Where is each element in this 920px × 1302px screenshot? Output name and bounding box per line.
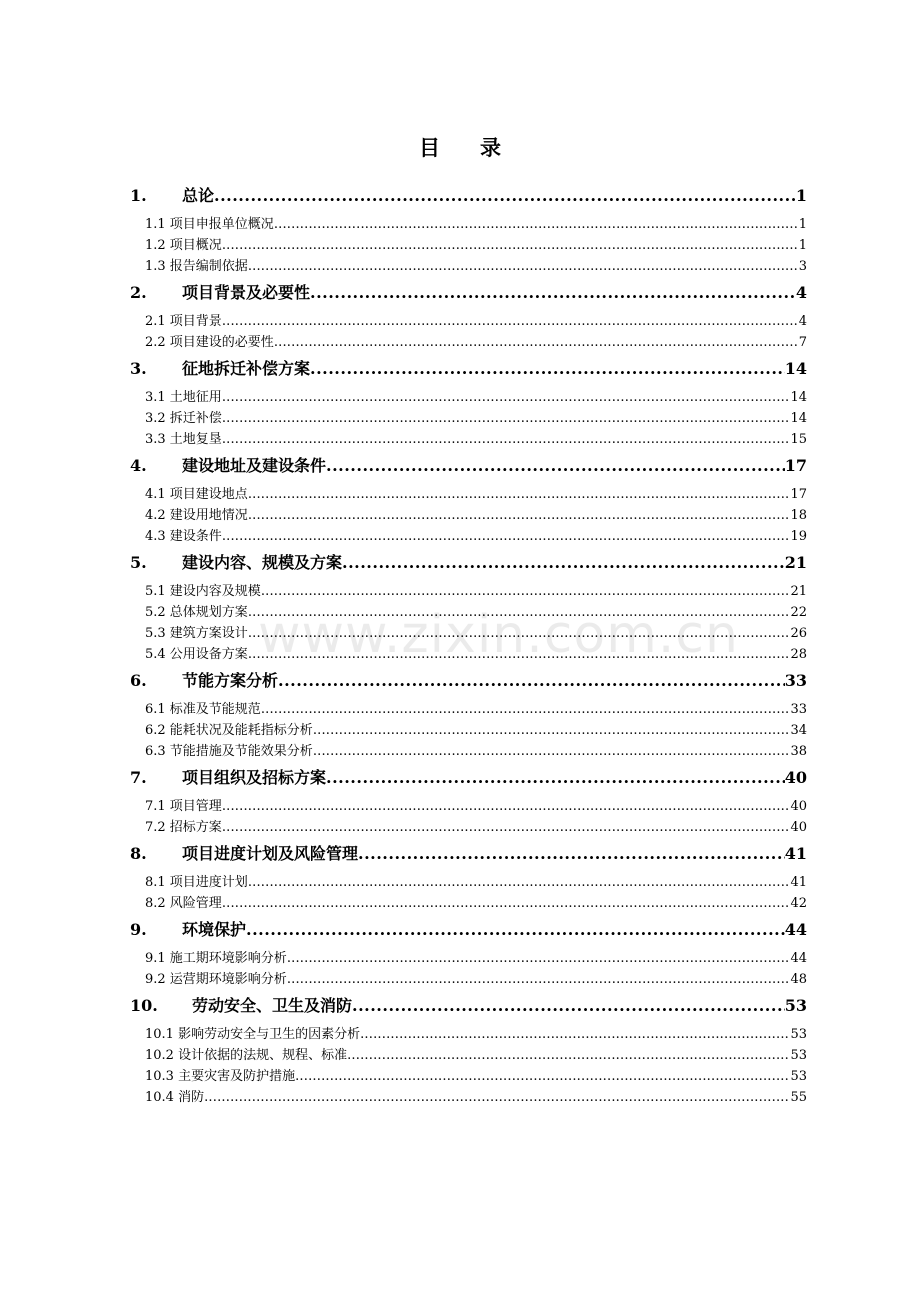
- toc-chapter-title: 节能方案分析: [182, 671, 279, 690]
- toc-chapter-page: 41: [784, 844, 807, 863]
- toc-section-label: 3.3 土地复垦: [145, 432, 222, 447]
- toc-chapter-entry[interactable]: [130, 183, 807, 209]
- toc-section-entry[interactable]: [130, 602, 807, 623]
- toc-leader-dots: [214, 183, 796, 209]
- toc-chapter-page: 21: [784, 553, 807, 572]
- toc-chapter-number: 9.: [130, 920, 147, 939]
- toc-section-page: 33: [790, 702, 807, 717]
- toc-section-page: 42: [790, 896, 807, 911]
- toc-section-entry[interactable]: [130, 332, 807, 353]
- toc-section-entry[interactable]: [130, 1024, 807, 1045]
- toc-chapter-label: [130, 841, 358, 867]
- toc-section-page: 53: [790, 1069, 807, 1084]
- toc-section-page: 55: [790, 1090, 807, 1105]
- toc-leader-dots: [313, 741, 791, 762]
- toc-chapter-number: 5.: [130, 553, 147, 572]
- toc-section-entry[interactable]: [130, 1066, 807, 1087]
- toc-leader-dots: [360, 1024, 790, 1045]
- toc-chapter-entry[interactable]: [130, 917, 807, 943]
- toc-section-label: 10.3 主要灾害及防护措施: [145, 1069, 296, 1084]
- toc-leader-dots: [222, 526, 791, 547]
- toc-chapter-title: 建设地址及建设条件: [182, 456, 327, 475]
- toc-chapter-entry[interactable]: [130, 765, 807, 791]
- toc-leader-dots: [295, 1066, 790, 1087]
- toc-leader-dots: [326, 765, 785, 791]
- toc-section-entry[interactable]: [130, 429, 807, 450]
- toc-section-label: 7.1 项目管理: [145, 799, 222, 814]
- toc-chapter-label: [130, 356, 310, 382]
- toc-chapter-page: 44: [784, 920, 807, 939]
- toc-section-page: 15: [790, 432, 807, 447]
- toc-section-page: 44: [790, 951, 807, 966]
- toc-section-page: 22: [790, 605, 807, 620]
- toc-leader-dots: [222, 387, 791, 408]
- toc-chapter-entry[interactable]: [130, 356, 807, 382]
- toc-leader-dots: [248, 256, 799, 277]
- toc-section-page: 17: [790, 487, 807, 502]
- toc-section-page: 38: [790, 744, 807, 759]
- toc-leader-dots: [342, 550, 785, 576]
- toc-chapter-title: 总论: [182, 186, 215, 205]
- toc-chapter-page: 40: [784, 768, 807, 787]
- toc-chapter-number: 1.: [130, 186, 147, 205]
- toc-section-label: 3.1 土地征用: [145, 390, 222, 405]
- toc-section-page: 26: [790, 626, 807, 641]
- toc-chapter-page: 33: [784, 671, 807, 690]
- toc-chapter-label: [130, 183, 214, 209]
- toc-leader-dots: [222, 429, 791, 450]
- toc-section-entry[interactable]: [130, 235, 807, 256]
- toc-leader-dots: [248, 644, 791, 665]
- toc-chapter-label: [130, 765, 326, 791]
- toc-chapter-page: 17: [784, 456, 807, 475]
- table-of-contents: [130, 180, 807, 1108]
- toc-section-entry[interactable]: [130, 1087, 807, 1108]
- toc-leader-dots: [358, 841, 785, 867]
- toc-section-entry[interactable]: [130, 796, 807, 817]
- toc-section-entry[interactable]: [130, 214, 807, 235]
- toc-section-entry[interactable]: [130, 526, 807, 547]
- toc-chapter-label: [130, 280, 310, 306]
- toc-leader-dots: [248, 602, 791, 623]
- toc-leader-dots: [274, 214, 799, 235]
- toc-section-entry[interactable]: [130, 1045, 807, 1066]
- toc-section-page: 18: [790, 508, 807, 523]
- toc-section-page: 40: [790, 799, 807, 814]
- toc-section-label: 10.2 设计依据的法规、规程、标准: [145, 1048, 348, 1063]
- toc-chapter-title: 劳动安全、卫生及消防: [192, 996, 353, 1015]
- toc-section-label: 2.2 项目建设的必要性: [145, 335, 274, 350]
- toc-section-entry[interactable]: [130, 505, 807, 526]
- toc-chapter-entry[interactable]: [130, 453, 807, 479]
- toc-section-entry[interactable]: [130, 623, 807, 644]
- toc-chapter-title: 建设内容、规模及方案: [182, 553, 343, 572]
- toc-section-entry[interactable]: [130, 817, 807, 838]
- toc-leader-dots: [310, 280, 796, 306]
- toc-leader-dots: [248, 484, 791, 505]
- toc-section-label: 5.1 建设内容及规模: [145, 584, 261, 599]
- toc-leader-dots: [352, 993, 785, 1019]
- toc-section-entry[interactable]: [130, 948, 807, 969]
- toc-chapter-label: [130, 453, 326, 479]
- toc-section-label: 7.2 招标方案: [145, 820, 222, 835]
- toc-section-page: 14: [790, 390, 807, 405]
- toc-chapter-number: 8.: [130, 844, 147, 863]
- toc-section-page: 28: [790, 647, 807, 662]
- toc-chapter-number: 6.: [130, 671, 147, 690]
- toc-leader-dots: [310, 356, 785, 382]
- toc-section-label: 6.2 能耗状况及能耗指标分析: [145, 723, 313, 738]
- toc-section-label: 10.4 消防: [145, 1090, 205, 1105]
- toc-leader-dots: [222, 408, 791, 429]
- toc-section-page: 21: [790, 584, 807, 599]
- toc-chapter-label: [130, 917, 246, 943]
- toc-section-page: 14: [790, 411, 807, 426]
- toc-leader-dots: [347, 1045, 790, 1066]
- toc-chapter-label: [130, 993, 352, 1019]
- toc-section-entry[interactable]: [130, 408, 807, 429]
- toc-section-entry[interactable]: [130, 699, 807, 720]
- toc-section-label: 6.3 节能措施及节能效果分析: [145, 744, 313, 759]
- toc-section-label: 1.1 项目申报单位概况: [145, 217, 274, 232]
- toc-chapter-page: 14: [784, 359, 807, 378]
- toc-chapter-title: 项目背景及必要性: [182, 283, 311, 302]
- toc-leader-dots: [222, 817, 791, 838]
- toc-section-label: 10.1 影响劳动安全与卫生的因素分析: [145, 1027, 361, 1042]
- toc-section-page: 19: [790, 529, 807, 544]
- toc-leader-dots: [248, 872, 791, 893]
- toc-section-page: 1: [798, 238, 807, 253]
- toc-leader-dots: [248, 505, 791, 526]
- toc-section-label: 4.2 建设用地情况: [145, 508, 248, 523]
- toc-section-label: 9.2 运营期环境影响分析: [145, 972, 287, 987]
- toc-section-entry[interactable]: [130, 644, 807, 665]
- toc-section-page: 7: [798, 335, 807, 350]
- toc-leader-dots: [274, 332, 799, 353]
- toc-chapter-label: [130, 668, 278, 694]
- toc-section-page: 4: [798, 314, 807, 329]
- toc-leader-dots: [326, 453, 785, 479]
- toc-chapter-page: 4: [795, 283, 807, 302]
- toc-section-entry[interactable]: [130, 893, 807, 914]
- toc-section-label: 4.1 项目建设地点: [145, 487, 248, 502]
- toc-leader-dots: [287, 969, 791, 990]
- toc-section-label: 5.4 公用设备方案: [145, 647, 248, 662]
- toc-chapter-page: 1: [795, 186, 807, 205]
- toc-leader-dots: [222, 893, 791, 914]
- toc-section-page: 1: [798, 217, 807, 232]
- toc-section-label: 2.1 项目背景: [145, 314, 222, 329]
- toc-section-entry[interactable]: [130, 741, 807, 762]
- toc-section-entry[interactable]: [130, 872, 807, 893]
- toc-section-entry[interactable]: [130, 387, 807, 408]
- toc-section-label: 8.1 项目进度计划: [145, 875, 248, 890]
- toc-chapter-number: 2.: [130, 283, 147, 302]
- toc-section-entry[interactable]: [130, 311, 807, 332]
- toc-section-entry[interactable]: [130, 256, 807, 277]
- toc-section-entry[interactable]: [130, 720, 807, 741]
- toc-chapter-label: [130, 550, 342, 576]
- toc-section-page: 53: [790, 1027, 807, 1042]
- toc-leader-dots: [204, 1087, 790, 1108]
- toc-section-page: 53: [790, 1048, 807, 1063]
- toc-chapter-title: 项目组织及招标方案: [182, 768, 327, 787]
- toc-section-label: 9.1 施工期环境影响分析: [145, 951, 287, 966]
- toc-section-page: 48: [790, 972, 807, 987]
- toc-leader-dots: [248, 623, 791, 644]
- toc-leader-dots: [222, 235, 799, 256]
- toc-leader-dots: [222, 311, 799, 332]
- toc-section-label: 1.3 报告编制依据: [145, 259, 248, 274]
- toc-chapter-number: 4.: [130, 456, 147, 475]
- toc-chapter-title: 征地拆迁补偿方案: [182, 359, 311, 378]
- toc-leader-dots: [222, 796, 791, 817]
- toc-section-label: 8.2 风险管理: [145, 896, 222, 911]
- toc-section-page: 3: [798, 259, 807, 274]
- toc-chapter-entry[interactable]: [130, 550, 807, 576]
- toc-section-page: 41: [790, 875, 807, 890]
- title-char-1: 目: [419, 135, 440, 160]
- toc-section-label: 1.2 项目概况: [145, 238, 222, 253]
- toc-chapter-title: 环境保护: [182, 920, 247, 939]
- toc-chapter-entry[interactable]: [130, 280, 807, 306]
- toc-section-label: 3.2 拆迁补偿: [145, 411, 222, 426]
- toc-section-label: 4.3 建设条件: [145, 529, 222, 544]
- title-char-2: 录: [480, 135, 501, 160]
- toc-chapter-entry[interactable]: [130, 668, 807, 694]
- toc-chapter-number: 7.: [130, 768, 147, 787]
- toc-section-page: 34: [790, 723, 807, 738]
- toc-leader-dots: [261, 699, 791, 720]
- toc-leader-dots: [278, 668, 785, 694]
- toc-section-label: 5.3 建筑方案设计: [145, 626, 248, 641]
- toc-chapter-title: 项目进度计划及风险管理: [182, 844, 359, 863]
- watermark: www.zixin.com.cn: [258, 605, 739, 665]
- toc-section-label: 6.1 标准及节能规范: [145, 702, 261, 717]
- toc-section-entry[interactable]: [130, 484, 807, 505]
- toc-section-page: 40: [790, 820, 807, 835]
- toc-leader-dots: [261, 581, 791, 602]
- toc-chapter-entry[interactable]: [130, 993, 807, 1019]
- toc-leader-dots: [313, 720, 791, 741]
- toc-leader-dots: [287, 948, 791, 969]
- toc-chapter-number: 10.: [130, 996, 158, 1015]
- page-title: [0, 132, 920, 162]
- toc-section-entry[interactable]: [130, 581, 807, 602]
- toc-chapter-number: 3.: [130, 359, 147, 378]
- toc-leader-dots: [246, 917, 785, 943]
- toc-chapter-page: 53: [784, 996, 807, 1015]
- toc-chapter-entry[interactable]: [130, 841, 807, 867]
- toc-section-entry[interactable]: [130, 969, 807, 990]
- toc-section-label: 5.2 总体规划方案: [145, 605, 248, 620]
